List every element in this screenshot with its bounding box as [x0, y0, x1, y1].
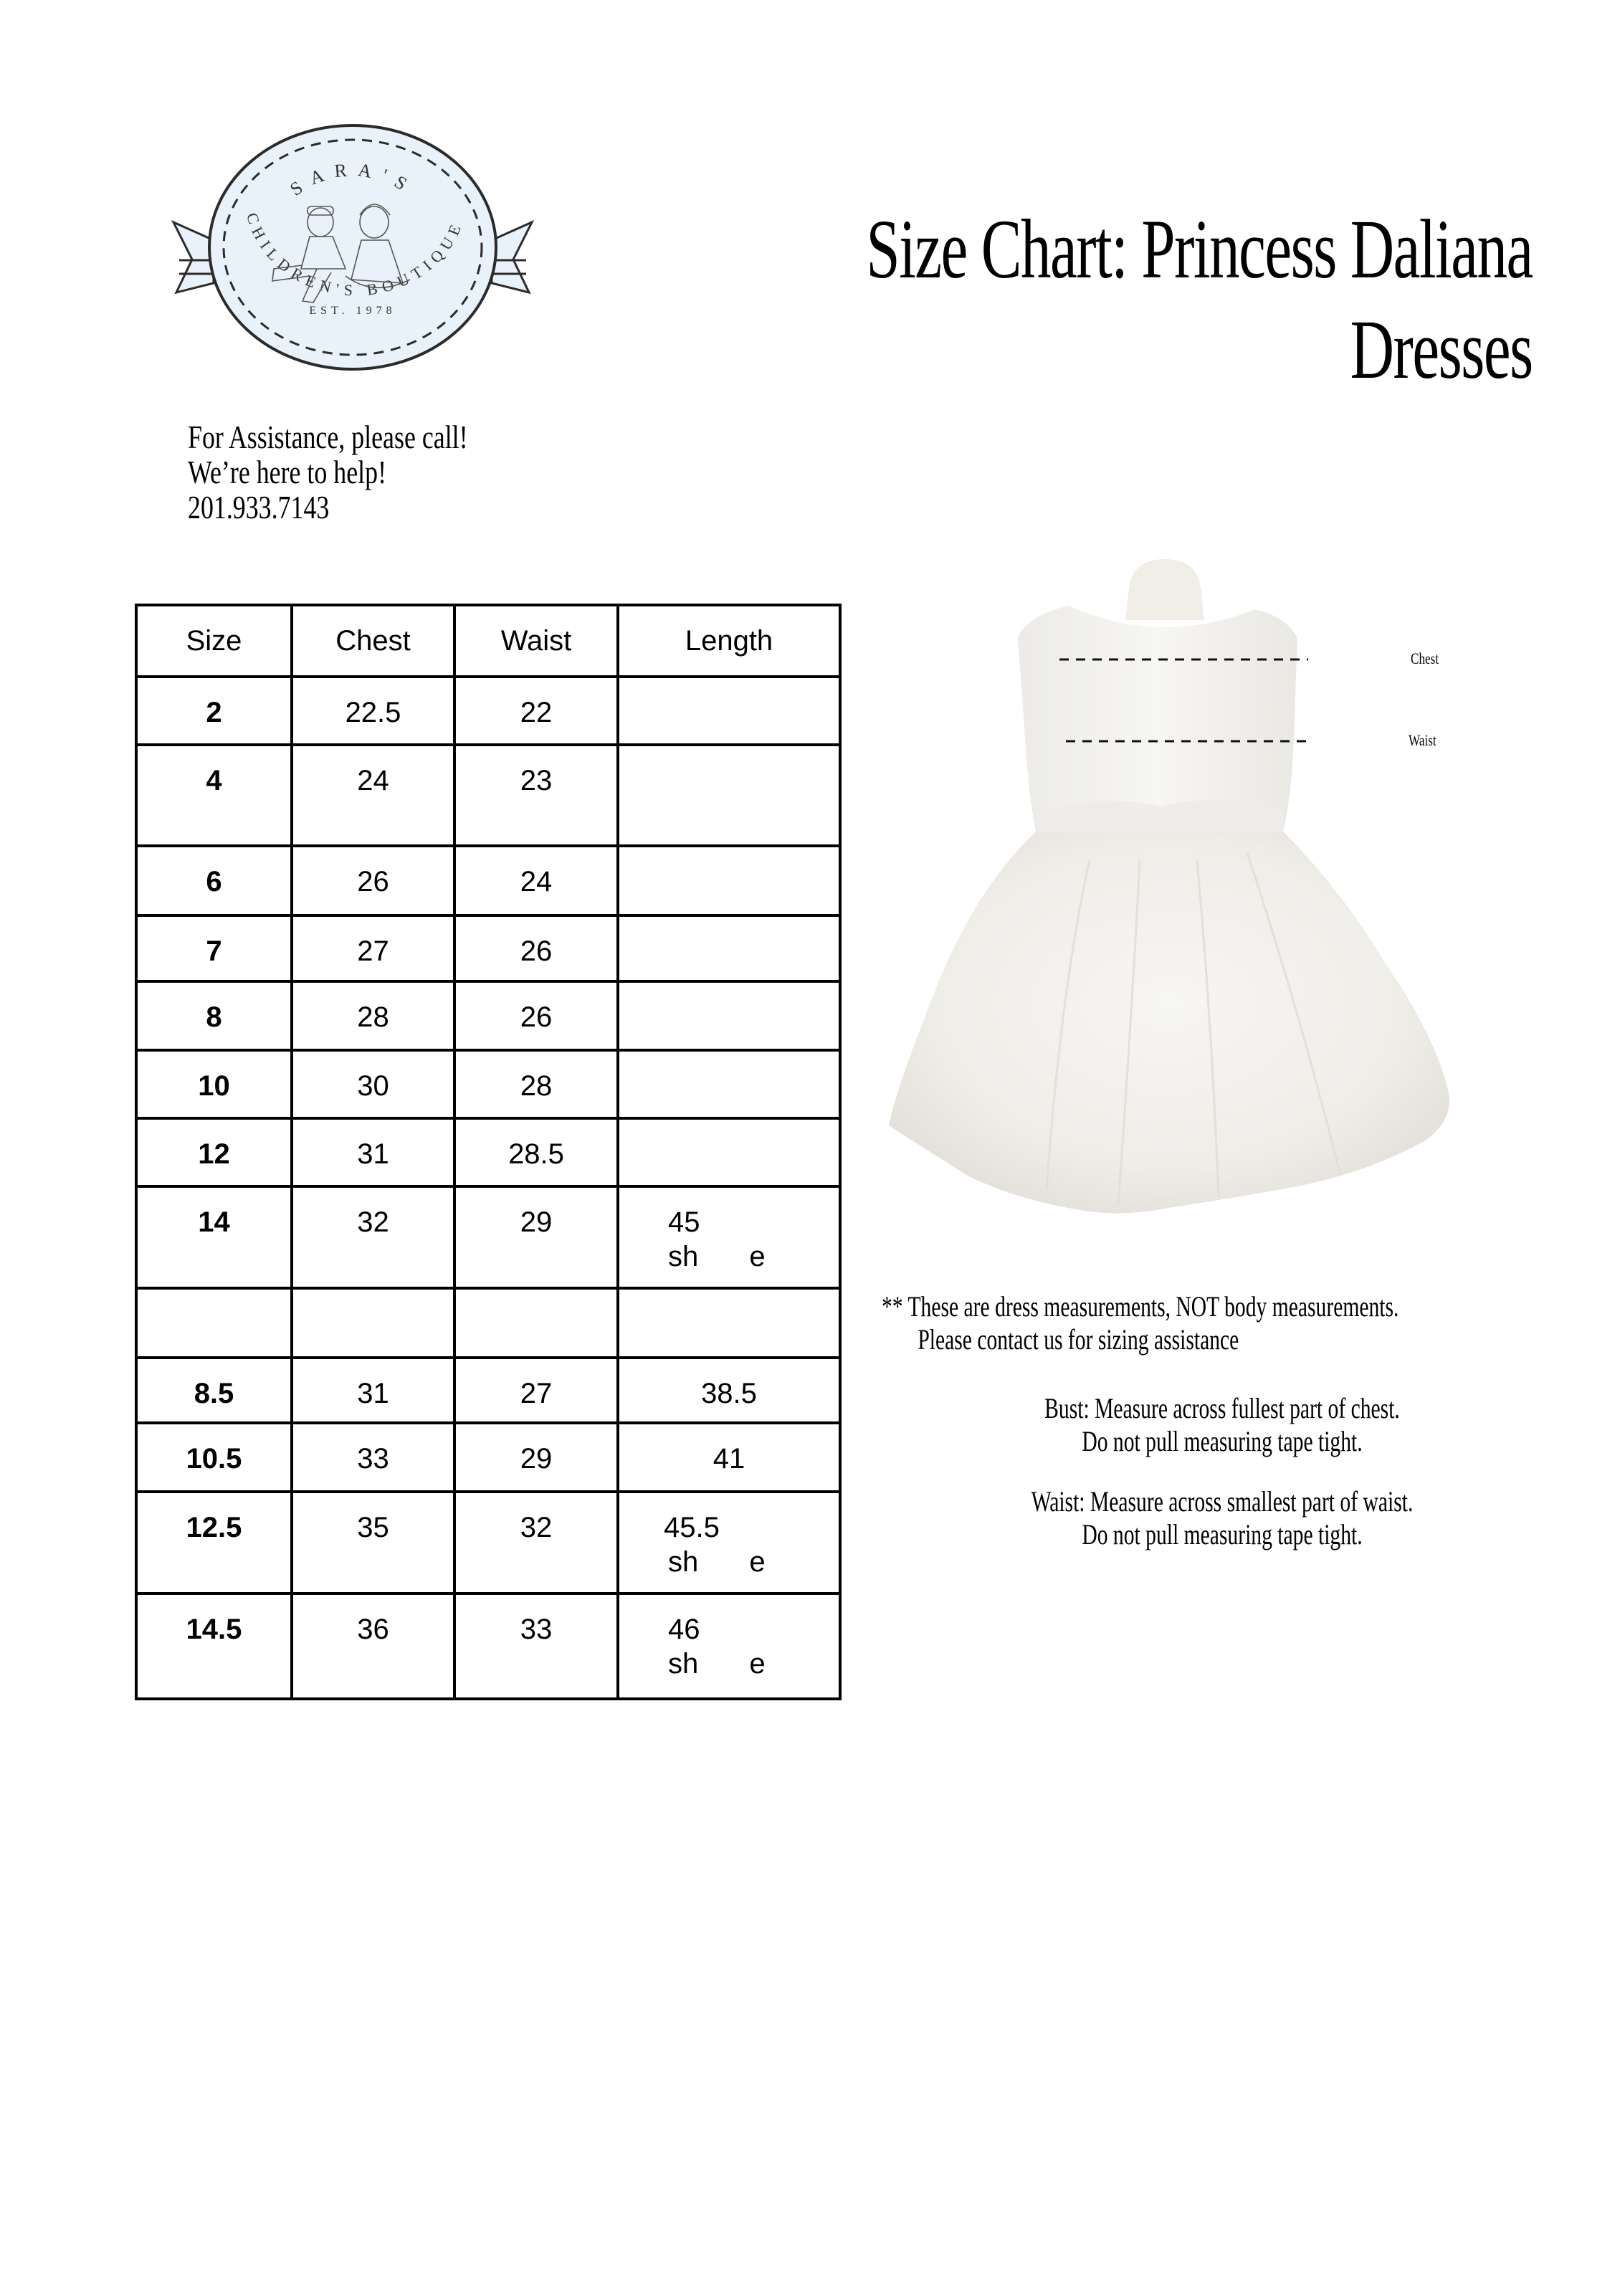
- cell-size: 14.5: [186, 1614, 242, 1645]
- table-row: [136, 745, 840, 846]
- waist-line-1: Waist: Measure across smallest part of waist.: [1031, 1485, 1414, 1518]
- cell-waist: 28: [520, 1070, 553, 1102]
- page-title: [607, 199, 1533, 400]
- measurement-notes: [882, 1290, 1563, 1551]
- cell-waist: 28.5: [508, 1138, 564, 1170]
- cell-length: 45.5 sh e: [619, 1493, 839, 1579]
- cell-length: [619, 678, 839, 695]
- assistance-line: For Assistance, please call!: [188, 419, 468, 455]
- table-row: [136, 1358, 840, 1423]
- cell-length: 38.5: [701, 1378, 757, 1409]
- cell-size: 4: [206, 765, 222, 796]
- size-chart-table: [135, 604, 842, 1700]
- assistance-contact: [188, 419, 547, 525]
- cell-size: 12: [198, 1138, 230, 1170]
- cell-size: 12.5: [186, 1512, 242, 1543]
- cell-chest: 22.5: [345, 697, 401, 728]
- cell-length: 45 sh e: [619, 1188, 839, 1274]
- title-line-1: Size Chart: Princess Daliana: [866, 202, 1533, 296]
- cell-waist: 32: [520, 1512, 553, 1543]
- cell-waist: 33: [520, 1614, 553, 1645]
- cell-size: 14: [198, 1206, 230, 1238]
- cell-size: 10: [198, 1070, 230, 1102]
- table-row: [136, 846, 840, 915]
- cell-chest: 26: [357, 866, 389, 897]
- cell-size: [138, 1290, 290, 1307]
- cell-chest: 33: [357, 1443, 389, 1475]
- table-row: [136, 1594, 840, 1699]
- cell-chest: 36: [357, 1614, 389, 1645]
- cell-chest: 28: [357, 1001, 389, 1033]
- cell-chest: 31: [357, 1138, 389, 1170]
- title-line-2: Dresses: [1350, 303, 1533, 396]
- cell-length: [619, 1120, 839, 1137]
- dress-icon: [882, 559, 1563, 1276]
- bust-line-2: Do not pull measuring tape tight.: [1082, 1425, 1363, 1457]
- waist-label: Waist: [1409, 731, 1436, 749]
- cell-size: 7: [206, 935, 222, 967]
- header-length: Length: [618, 605, 840, 677]
- cell-length: 46 sh e: [619, 1595, 839, 1681]
- chest-label: Chest: [1411, 649, 1439, 667]
- header-chest: Chest: [292, 605, 454, 677]
- disclaimer: [882, 1290, 1563, 1356]
- table-row: [136, 1492, 840, 1594]
- cell-chest: 30: [357, 1070, 389, 1102]
- cell-waist: 29: [520, 1206, 553, 1238]
- cell-size: 2: [206, 697, 222, 728]
- cell-waist: 29: [520, 1443, 553, 1475]
- table-row: [136, 1423, 840, 1492]
- table-header-row: [136, 605, 840, 677]
- cell-waist: [456, 1290, 616, 1307]
- length-note: sh e: [668, 1241, 766, 1272]
- cell-chest: 24: [357, 765, 389, 796]
- cell-size: 8: [206, 1001, 222, 1033]
- table-row: [136, 1118, 840, 1186]
- length-note: sh e: [668, 1546, 766, 1578]
- svg-text:CHILDREN'S BOUTIQUE: CHILDREN'S BOUTIQUE: [243, 210, 467, 300]
- cell-size: 8.5: [194, 1378, 234, 1409]
- table-row: [136, 915, 840, 981]
- cell-length: 41: [713, 1443, 745, 1475]
- cell-chest: 27: [357, 935, 389, 967]
- cell-length: [619, 1290, 839, 1307]
- table-row: [136, 1050, 840, 1118]
- cell-size: 6: [206, 866, 222, 897]
- phone-number: 201.933.7143: [188, 489, 330, 525]
- cell-length: [619, 746, 839, 763]
- cell-waist: 24: [520, 866, 553, 897]
- cell-chest: 35: [357, 1512, 389, 1543]
- cell-length: [619, 1052, 839, 1069]
- table-row: [136, 677, 840, 745]
- cell-waist: 27: [520, 1378, 553, 1409]
- dress-image: [882, 559, 1563, 1276]
- bust-line-1: Bust: Measure across fullest part of chest.: [1044, 1392, 1400, 1424]
- disclaimer-line-2: Please contact us for sizing assistance: [918, 1323, 1239, 1356]
- cell-chest: [293, 1290, 453, 1307]
- cell-waist: 22: [520, 697, 553, 728]
- cell-chest: 31: [357, 1378, 389, 1409]
- waist-instructions: [882, 1485, 1563, 1551]
- cell-waist: 26: [520, 935, 553, 967]
- cell-waist: 23: [520, 765, 553, 796]
- header-waist: Waist: [454, 605, 618, 677]
- length-note: sh e: [668, 1648, 766, 1680]
- svg-text:EST. 1978: EST. 1978: [309, 305, 396, 317]
- disclaimer-line-1: ** These are dress measurements, NOT body measurements.: [882, 1290, 1399, 1323]
- svg-text:SARA'S: SARA'S: [286, 158, 419, 200]
- cell-length: [619, 983, 839, 1000]
- table-row: [136, 1186, 840, 1288]
- cell-length: [619, 847, 839, 864]
- table-row-empty: [136, 1288, 840, 1358]
- cell-length: [619, 917, 839, 934]
- bust-instructions: [882, 1392, 1563, 1458]
- cell-waist: 26: [520, 1001, 553, 1033]
- logo-emblem-icon: [166, 122, 539, 373]
- cell-size: 10.5: [186, 1443, 242, 1475]
- header-size: Size: [136, 605, 292, 677]
- waist-line-2: Do not pull measuring tape tight.: [1082, 1518, 1363, 1550]
- help-line: We’re here to help!: [188, 454, 387, 490]
- boutique-logo: [166, 122, 539, 373]
- cell-chest: 32: [357, 1206, 389, 1238]
- table-row: [136, 981, 840, 1050]
